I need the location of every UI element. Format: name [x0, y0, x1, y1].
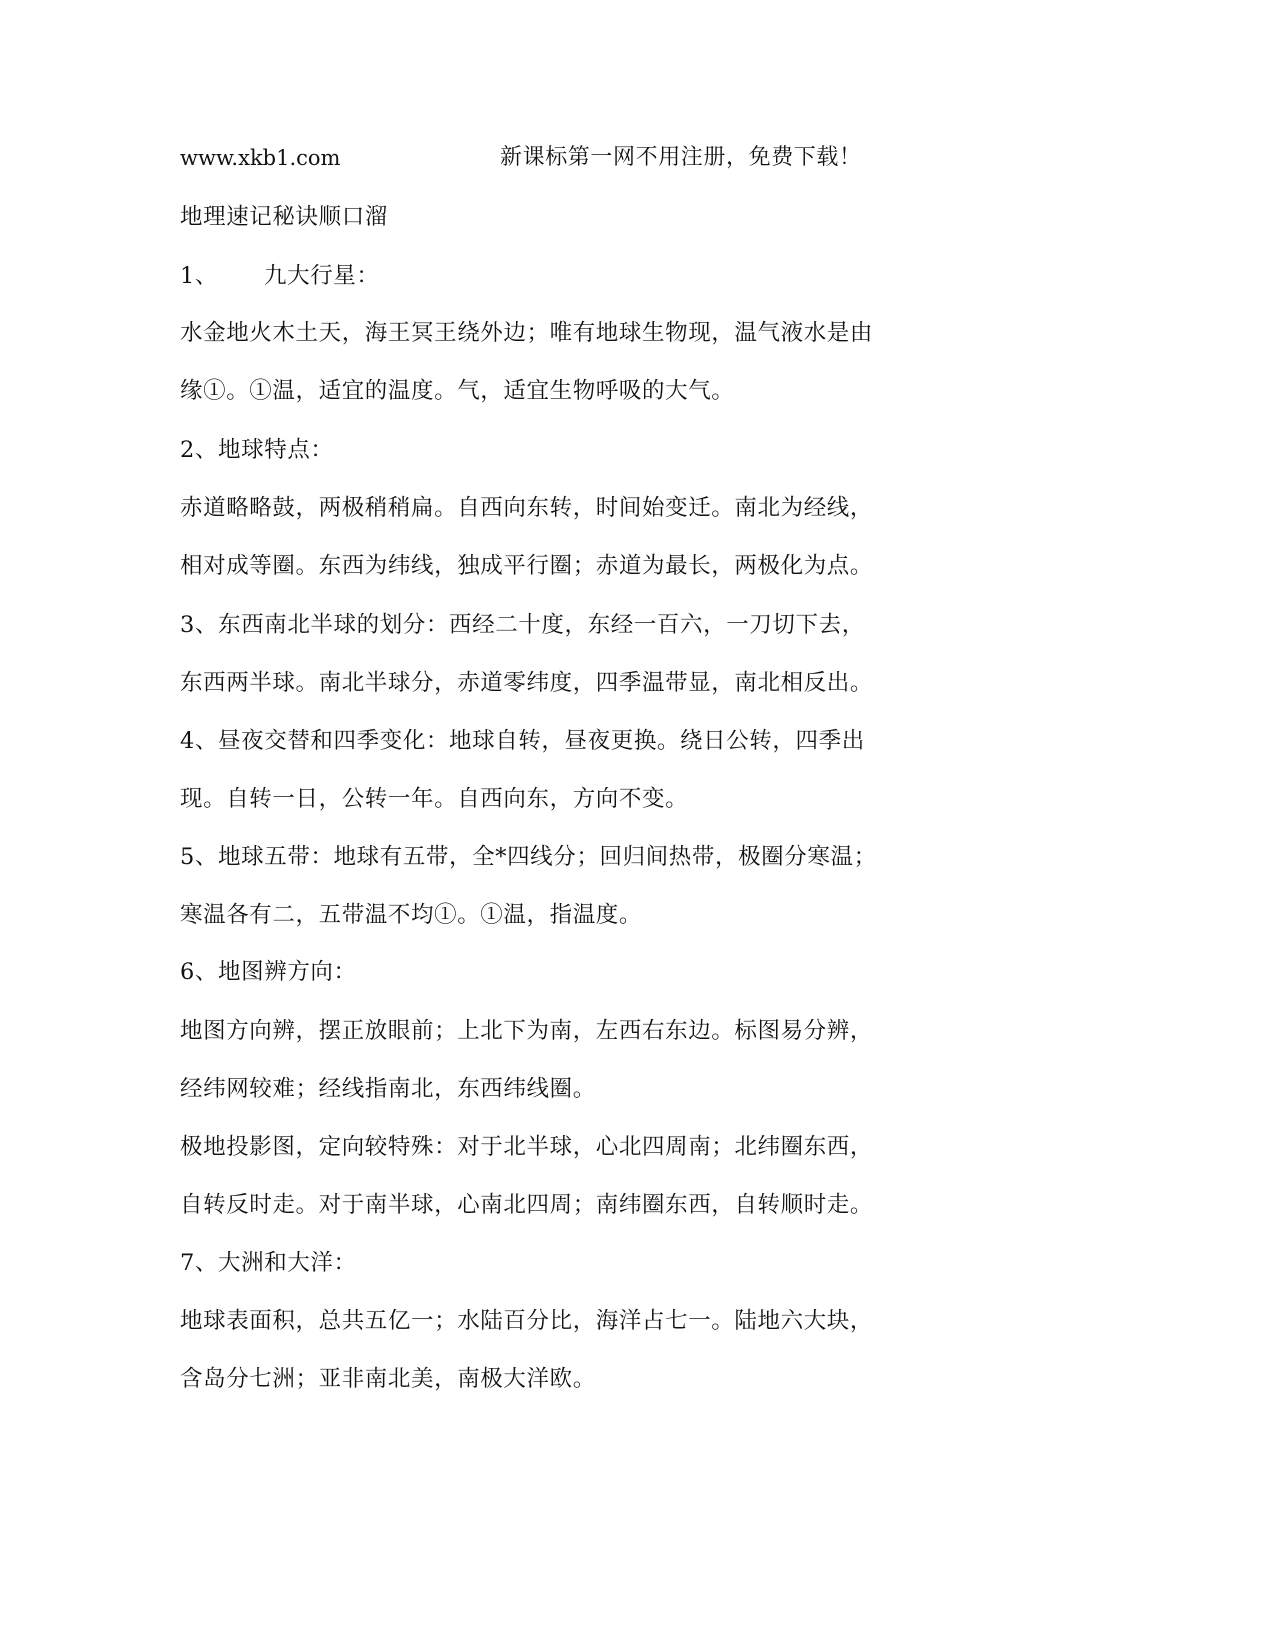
text-line: 相对成等圈。东西为纬线，独成平行圈；赤道为最长，两极化为点。: [180, 553, 874, 579]
section-heading: 5、地球五带：地球有五带，全*四线分；回归间热带，极圈分寒温；: [180, 844, 877, 870]
header-note: 新课标第一网不用注册，免费下载！: [500, 145, 862, 170]
section-heading: 3、东西南北半球的划分：西经二十度，东经一百六，一刀切下去，: [180, 612, 865, 638]
text-line: 赤道略略鼓，两极稍稍扁。自西向东转，时间始变迁。南北为经线，: [180, 495, 874, 521]
section-heading-text: 九大行星：: [264, 263, 380, 289]
section-heading: 2、地球特点：: [180, 437, 334, 463]
text-line: 极地投影图，定向较特殊：对于北半球，心北四周南；北纬圈东西，: [180, 1134, 874, 1160]
text-line: 缘①。①温，适宜的温度。气，适宜生物呼吸的大气。: [180, 378, 735, 404]
document-title: 地理速记秘诀顺口溜: [180, 204, 388, 230]
text-line: 地图方向辨，摆正放眼前；上北下为南，左西右东边。标图易分辨，: [180, 1018, 874, 1044]
text-line: 地球表面积，总共五亿一；水陆百分比，海洋占七一。陆地六大块，: [180, 1308, 874, 1334]
section-heading-1: [180, 261, 380, 291]
text-line: 水金地火木土天，海王冥王绕外边；唯有地球生物现，温气液水是由: [180, 320, 874, 346]
text-line: 现。自转一日，公转一年。自西向东，方向不变。: [180, 786, 689, 812]
section-heading: 7、大洲和大洋：: [180, 1250, 357, 1276]
text-line: 寒温各有二，五带温不均①。①温，指温度。: [180, 902, 643, 928]
text-line: 经纬网较难；经线指南北，东西纬线圈。: [180, 1076, 596, 1102]
section-number: 1、: [180, 263, 219, 289]
text-line: 含岛分七洲；亚非南北美，南极大洋欧。: [180, 1366, 596, 1392]
section-heading: 4、昼夜交替和四季变化：地球自转，昼夜更换。绕日公转，四季出: [180, 728, 865, 754]
text-line: 自转反时走。对于南半球，心南北四周；南纬圈东西，自转顺时走。: [180, 1192, 874, 1218]
header-url: www.xkb1.com: [180, 146, 341, 170]
text-line: 东西两半球。南北半球分，赤道零纬度，四季温带显，南北相反出。: [180, 670, 874, 696]
section-heading: 6、地图辨方向：: [180, 959, 357, 985]
